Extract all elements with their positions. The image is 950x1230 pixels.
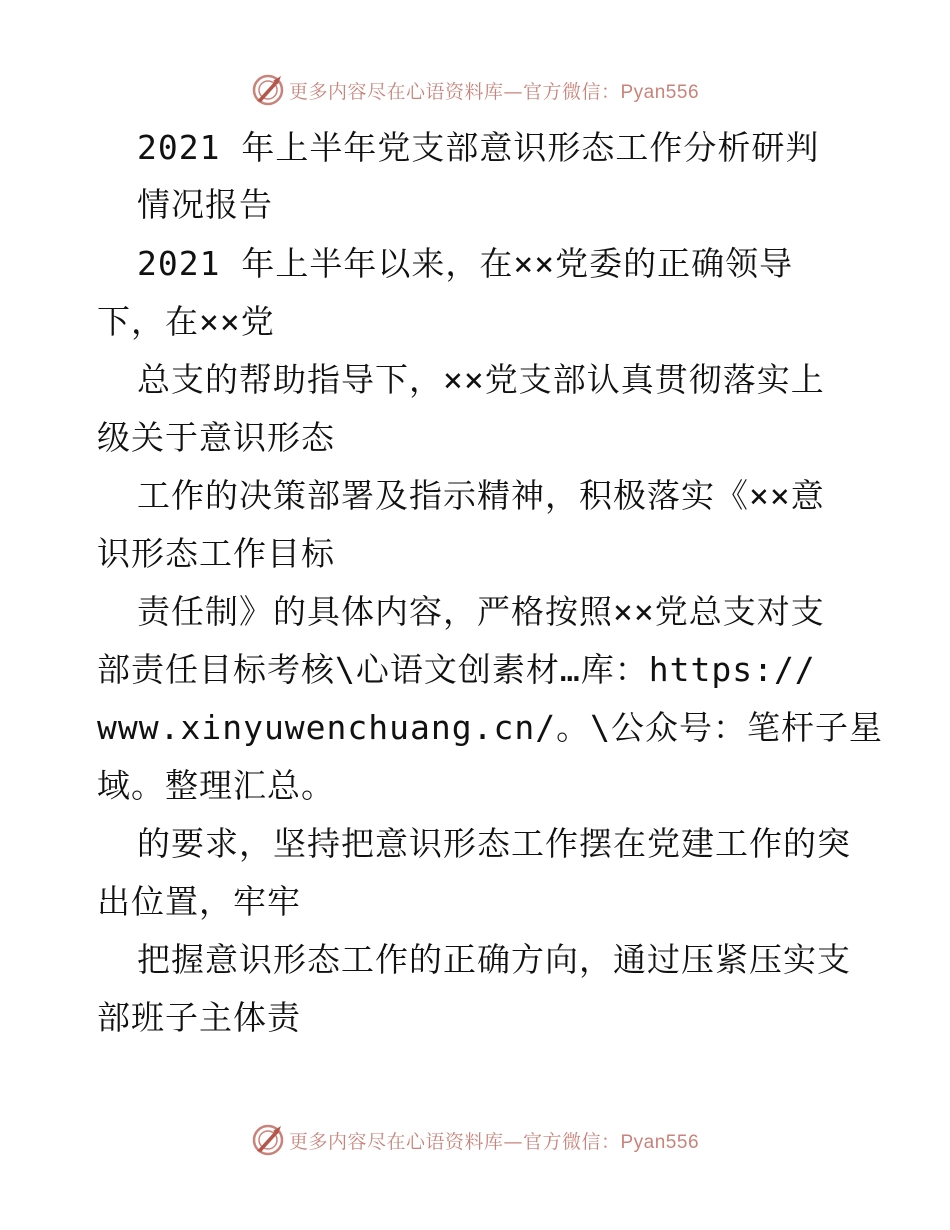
text-line: 工作的决策部署及指示精神，积极落实《××意 [137,476,825,515]
quill-seal-icon [251,73,285,107]
header-banner-account: Pyan556 [620,81,700,103]
footer-banner [0,1120,950,1160]
title-line: 情况报告 [137,185,273,224]
text-line: 部班子主体责 [97,998,301,1037]
text-line: 把握意识形态工作的正确方向，通过压紧压实支 [137,940,851,979]
footer-banner-text: 更多内容尽在心语资料库—官方微信： [288,1130,621,1153]
text-line: 的要求，坚持把意识形态工作摆在党建工作的突 [137,824,851,863]
header-banner [0,70,950,110]
quill-seal-icon [251,1123,285,1157]
text-line: 下，在××党 [97,302,275,341]
text-line: 总支的帮助指导下，××党支部认真贯彻落实上 [137,360,825,399]
text-line: 部责任目标考核\心语文创素材…库：https:// [97,650,816,689]
text-line: 2021 年上半年以来，在××党委的正确领导 [137,244,794,283]
text-line: 责任制》的具体内容，严格按照××党总支对支 [137,592,825,631]
text-line: 域。整理汇总。 [97,766,335,805]
text-line: 识形态工作目标 [97,534,335,573]
title-line: 2021 年上半年党支部意识形态工作分析研判 [137,128,820,167]
text-line: 出位置，牢牢 [97,882,301,921]
footer-banner-account: Pyan556 [620,1131,700,1153]
text-line: 级关于意识形态 [97,418,335,457]
header-banner-text: 更多内容尽在心语资料库—官方微信： [288,80,621,103]
text-line: www.xinyuwenchuang.cn/。\公众号：笔杆子星 [97,708,883,747]
